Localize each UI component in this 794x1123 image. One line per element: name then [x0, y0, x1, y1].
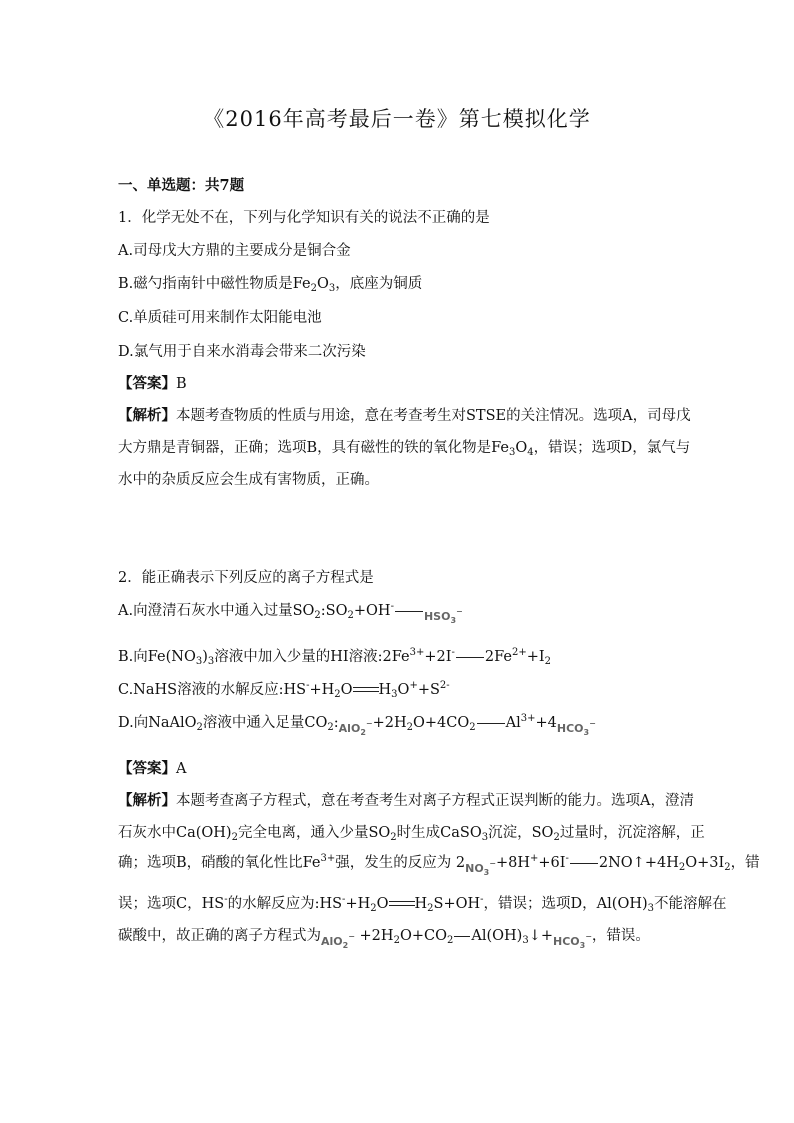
question-1-stem: 1．化学无处不在，下列与化学知识有关的说法不正确的是	[118, 210, 490, 226]
q1-explanation-line1: 【解析】本题考查物质的性质与用途，意在考查考生对STSE的关注情况。选项A，司母戊	[118, 407, 691, 424]
ion-formula: AlO$_2$−	[338, 719, 373, 737]
q1-option-a: A.司母戊大方鼎的主要成分是铜合金	[118, 243, 351, 259]
q1-explanation-line2: 大方鼎是青铜器，正确；选项B，具有磁性的铁的氧化物是$Fe_3O_4$，错误；选项D，氯气与	[118, 440, 691, 458]
q2-explanation-line5: 碳酸中，故正确的离子方程式为$AlO_2^- +2H_2O+CO_2$ $Al(OH)_3↓+HCO_3^-$，错误。	[118, 928, 650, 950]
section-heading: 一、单选题：共7题	[118, 177, 245, 194]
equals-line	[570, 863, 598, 864]
q2-explanation-line3: 确；选项B，硝酸的氧化性比$Fe^{3+}$强，发生的反应为 $2NO_3^-+8H^++6I^-$ $2NO↑+4H_2O+3I_2$，错	[118, 853, 760, 877]
equals-line	[477, 723, 505, 724]
q2-explanation-line2: 石灰水中$Ca(OH)_2$完全电离，通入少量$SO_2$时生成CaSO$_3$沉淀，$SO_2$过量时，沉淀溶解，正	[118, 825, 705, 843]
q1-explanation-line3: 水中的杂质反应会生成有害物质，正确。	[118, 472, 379, 488]
reversible-arrow-icon	[353, 686, 379, 694]
q2-option-b: B.向$Fe(NO_3)_3$溶液中加入少量的HI溶液$:2Fe^{3+}+2I^-$ $2Fe^{2+}+I_2$	[118, 647, 551, 667]
q1-option-d: D.氯气用于自来水消毒会带来二次污染	[118, 344, 366, 360]
page-title: 《2016年高考最后一卷》第七模拟化学	[203, 107, 591, 131]
q2-option-a: A.向澄清石灰水中通入过量$SO_2:SO_2+OH^-HSO_3^-$	[118, 601, 463, 625]
q1-option-c: C.单质硅可用来制作太阳能电池	[118, 310, 322, 326]
q2-explanation-line4: 误；选项C，HS-的水解反应为$:HS^-+H_2O$ $H_2S+OH^-$，错误；选项D，$Al(OH)_3$不能溶解在	[118, 894, 727, 914]
ion-formula: $HCO_3^-$	[553, 932, 592, 950]
ion-formula: $NO_3^-$	[465, 859, 496, 877]
q2-option-d: D.向NaAlO$_2$溶液中通入足量$CO_2:AlO_2^-+2H_2O+4CO_2$ $Al^{3+}+4HCO_3^-$	[118, 713, 596, 737]
ion-formula: $HSO_3^-$	[423, 607, 463, 625]
ion-formula: $HCO_3^-$	[556, 719, 596, 737]
equals-line	[395, 611, 423, 612]
q2-explanation-line1: 【解析】本题考查离子方程式，意在考查考生对离子方程式正误判断的能力。选项A，澄清	[118, 792, 694, 809]
equals-line	[454, 936, 470, 937]
ion-formula: AlO$_2$−	[321, 932, 355, 950]
question-2-stem: 2．能正确表示下列反应的离子方程式是	[118, 570, 374, 586]
q1-answer: 【答案】B	[118, 375, 187, 392]
q2-answer: 【答案】A	[118, 760, 187, 777]
q2-option-c: C.NaHS溶液的水解反应$:HS^-+H_2O$ $H_3O^++S^{2-}$	[118, 680, 450, 700]
equals-line	[456, 657, 484, 658]
reversible-arrow-icon	[389, 900, 415, 908]
q1-option-b: B.磁勺指南针中磁性物质是$Fe_2O_3$，底座为铜质	[118, 276, 423, 294]
